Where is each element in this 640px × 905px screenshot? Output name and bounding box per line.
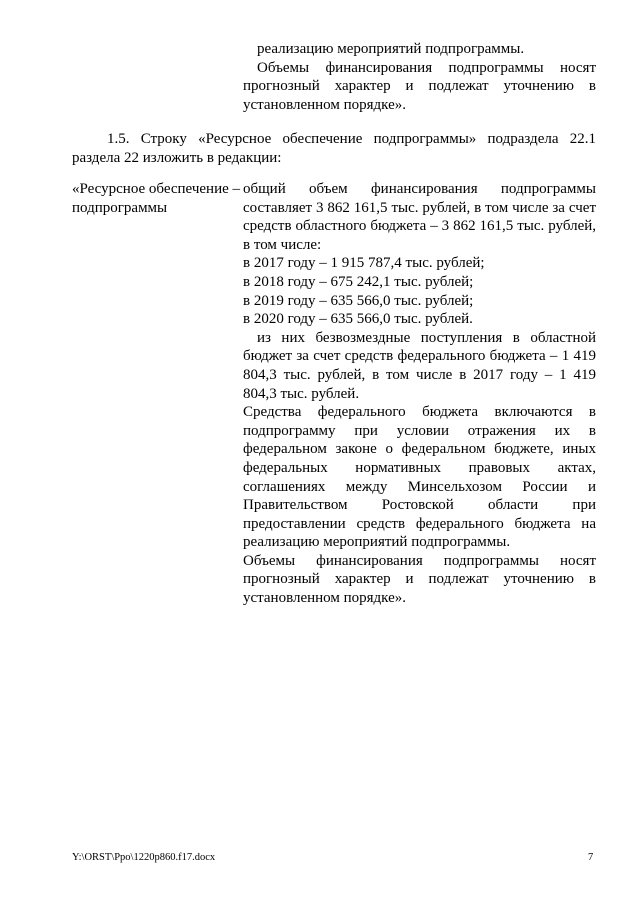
year-2020-line: в 2020 году – 635 566,0 тыс. рублей. xyxy=(243,311,473,328)
resource-row-label xyxy=(72,180,242,217)
continuation-line: реализацию мероприятий подпрограммы. xyxy=(257,41,525,57)
resource-label-line-1: «Ресурсное обеспечение – xyxy=(72,181,241,197)
federal-funds-text: из них безвозмездные поступления в областной бюджет за счет средств федерального бюджета – 1 419 804,3 тыс. рублей, в том числе в 2017 году – 1 419 804,3 тыс. рублей. xyxy=(243,329,596,402)
financing-note-paragraph: Объемы финансирования подпрограммы носят прогнозный характер и подлежат уточнению в установленном порядке». xyxy=(243,59,596,113)
year-2018-line: в 2018 году – 675 242,1 тыс. рублей; xyxy=(243,273,474,290)
closing-financing-note: Объемы финансирования подпрограммы носят прогнозный характер и подлежат уточнению в установленном порядке». xyxy=(243,552,596,607)
resource-label-line-2: подпрограммы xyxy=(72,199,168,216)
footer-file-path: Y:\ORST\Ppo\1220p860.f17.docx xyxy=(72,852,216,863)
federal-condition-text: Средства федерального бюджета включаются в подпрограмму при условии отражения их в федеральном законе о федеральном бюджете, иных федеральных нормативных правовых актах, соглашениях между Минсельхозом России и Правительством Ростовской области при предоставлении средств федерального бюджета на реализацию мероприятий подпрограммы. xyxy=(243,404,596,551)
total-financing-text: общий объем финансирования подпрограммы составляет 3 862 161,5 тыс. рублей, в том числе за счет средств областного бюджета – 3 862 161,5 тыс. рублей, в том числе: xyxy=(243,181,596,253)
resource-row-content xyxy=(243,180,596,608)
year-2019-line: в 2019 году – 635 566,0 тыс. рублей; xyxy=(243,292,474,309)
previous-text-continuation xyxy=(243,40,596,114)
year-2017-line: в 2017 году – 1 915 787,4 тыс. рублей; xyxy=(243,255,485,272)
section-1-5-paragraph: 1.5. Строку «Ресурсное обеспечение подпрограммы» подраздела 22.1 раздела 22 изложить в редакции: xyxy=(72,131,596,166)
page-number: 7 xyxy=(588,852,594,863)
